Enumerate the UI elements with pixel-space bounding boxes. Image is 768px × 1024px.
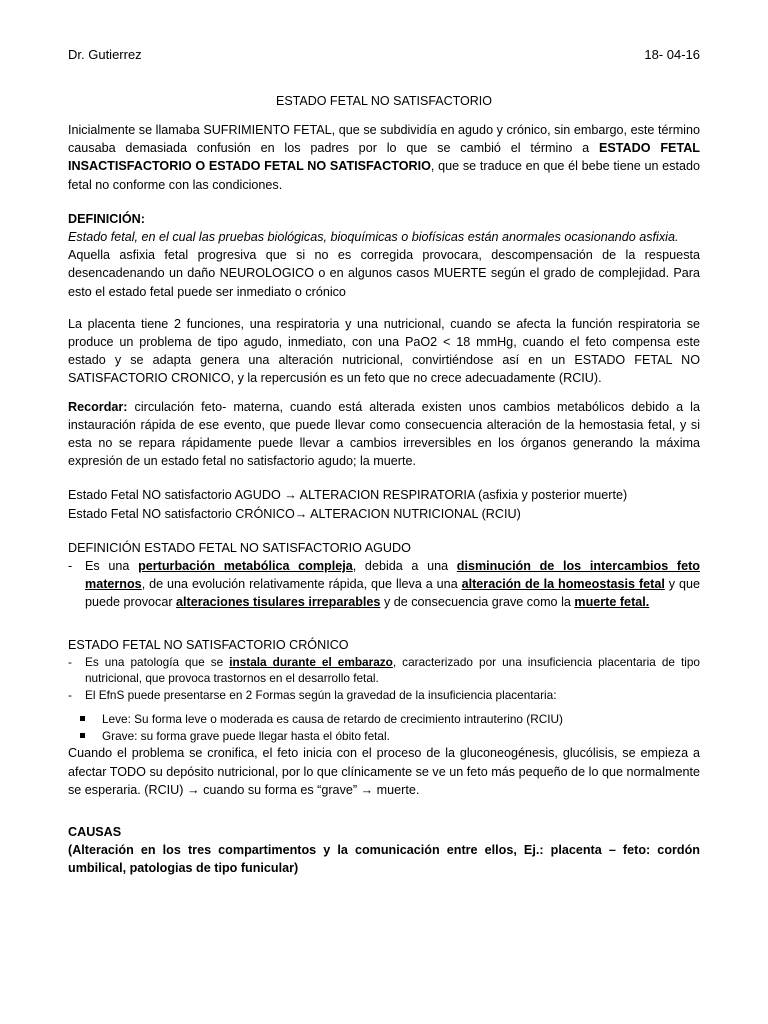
document-header bbox=[68, 47, 700, 62]
dash-marker: - bbox=[68, 654, 72, 669]
agudo-text-1: Es una bbox=[85, 559, 139, 574]
tipo-cronico-line: Estado Fetal NO satisfactorio CRÓNICO→ ALTERACION NUTRICIONAL (RCIU) bbox=[68, 506, 521, 521]
agudo-term-3: alteración de la homeostasis fetal bbox=[461, 577, 665, 592]
placenta-paragraph: La placenta tiene 2 funciones, una respiratoria y una nutricional, cuando se afecta la función respiratoria se produce un problema de tipo agudo, inmediato, con una PaO2 < 18 mmHg, cuando el feto compensa este estado y se adapta genera una alteración nutricional, convirtiéndose así en un ESTADO FETAL NO SATISFACTORIO CRONICO, y la repercusión es un feto que no crece adecuadamente (RCIU). bbox=[68, 316, 700, 386]
cronico-list bbox=[68, 654, 700, 704]
tipo-agudo-line: Estado Fetal NO satisfactorio AGUDO → ALTERACION RESPIRATORIA (asfixia y posterior muerte) bbox=[68, 488, 628, 503]
causas-heading-text: CAUSAS bbox=[68, 824, 122, 839]
agudo-text-5: y de consecuencia grave como la bbox=[380, 595, 575, 610]
document-title: ESTADO FETAL NO SATISFACTORIO bbox=[275, 94, 492, 108]
cronico-heading: ESTADO FETAL NO SATISFACTORIO CRÓNICO bbox=[68, 637, 349, 652]
agudo-heading: DEFINICIÓN ESTADO FETAL NO SATISFACTORIO AGUDO bbox=[68, 540, 411, 555]
document-date: 18- 04-16 bbox=[644, 47, 700, 62]
recordar-paragraph bbox=[68, 398, 700, 471]
intro-text-1: Inicialmente se llamaba SUFRIMIENTO FETAL, que se subdividía en agudo y crónico, sin embargo, este término causaba demasiada confusión en los padres por lo que se cambió el término a bbox=[68, 123, 700, 156]
intro-bold-term: ESTADO FETAL INSACTISFACTORIO O ESTADO FETAL NO SATISFACTORIO bbox=[68, 141, 700, 174]
document-body bbox=[68, 121, 700, 878]
recordar-text: circulación feto- materna, cuando está alterada existen unos cambios metabólicos debido a la instauración rápida de ese evento, que puede llevar como consecuencia alteración de la hemostasia fetal, y si esta no se repara rápidamente puede llevar a cambios irreversibles en los órganos generando la máxima expresión de un estado fetal no satisfactorio agudo; la muerte. bbox=[68, 399, 700, 469]
causas-text: (Alteración en los tres compartimentos y la comunicación entre ellos, Ej.: placenta – feto: cordón umbilical, patologias de tipo funicular) bbox=[68, 843, 700, 876]
list-item bbox=[68, 711, 700, 728]
cronico-item2-text: El EfnS puede presentarse en 2 Formas según la gravedad de la insuficiencia placentaria: bbox=[85, 687, 557, 702]
dash-marker: - bbox=[68, 687, 72, 702]
agudo-list bbox=[68, 557, 700, 612]
intro-text-2: , que se traduce en que él bebe tiene un estado fetal no conforme con las condiciones. bbox=[68, 159, 700, 192]
definition-text: Aquella asfixia fetal progresiva que si no es corregida provocara, descompensación de la respuesta desencadenando un daño NEUROLOGICO o en algunos casos MUERTE según el grado de complejidad. Para esto el estado fetal puede ser inmediato o crónico bbox=[68, 248, 700, 299]
list-item bbox=[68, 687, 700, 704]
square-bullet-icon bbox=[80, 733, 85, 738]
agudo-term-5: muerte fetal. bbox=[574, 595, 650, 610]
dash-marker: - bbox=[68, 559, 73, 574]
agudo-text-3: , de una evolución relativamente rápida, que lleva a una bbox=[141, 577, 462, 592]
agudo-text-2: , debida a una bbox=[352, 559, 457, 574]
forma-grave: Grave: su forma grave puede llegar hasta el óbito fetal. bbox=[102, 728, 390, 743]
cronico-item1-term: instala durante el embarazo bbox=[229, 654, 393, 669]
agudo-term-1: perturbación metabólica compleja bbox=[138, 559, 353, 574]
square-bullet-icon bbox=[80, 716, 85, 721]
author-name: Dr. Gutierrez bbox=[68, 47, 142, 62]
intro-paragraph bbox=[68, 121, 700, 194]
cronico-item1-text-a: Es una patología que se bbox=[85, 654, 230, 669]
forma-leve: Leve: Su forma leve o moderada es causa de retardo de crecimiento intrauterino (RCIU) bbox=[102, 712, 563, 727]
formas-list bbox=[68, 711, 700, 744]
list-item bbox=[68, 654, 700, 687]
recordar-label: Recordar: bbox=[68, 399, 128, 414]
definition-italic: Estado fetal, en el cual las pruebas biológicas, bioquímicas o biofísicas están anormales ocasionando asfixia. bbox=[68, 230, 679, 245]
cronico-paragraph: Cuando el problema se cronifica, el feto inicia con el proceso de la gluconeogénesis, glucólisis, se empieza a afectar TODO su depósito nutricional, por lo que clínicamente se ve un feto más pequeño de lo que normalmente se esperaria. (RCIU) → cuando su forma es “grave” → muerte. bbox=[68, 746, 700, 797]
definition-heading bbox=[68, 210, 700, 228]
definition-heading-text: DEFINICIÓN: bbox=[68, 211, 145, 226]
list-item bbox=[68, 728, 700, 745]
list-item bbox=[68, 557, 700, 612]
agudo-text-4: y que puede provocar bbox=[85, 577, 700, 610]
agudo-term-2: disminución de los intercambios feto maternos bbox=[85, 559, 700, 592]
cronico-item1-text-b: , caracterizado por una insuficiencia placentaria de tipo nutricional, que provoca trastornos en el desarrollo fetal. bbox=[85, 654, 700, 686]
causas-heading bbox=[68, 823, 700, 841]
agudo-term-4: alteraciones tisulares irreparables bbox=[176, 595, 381, 610]
